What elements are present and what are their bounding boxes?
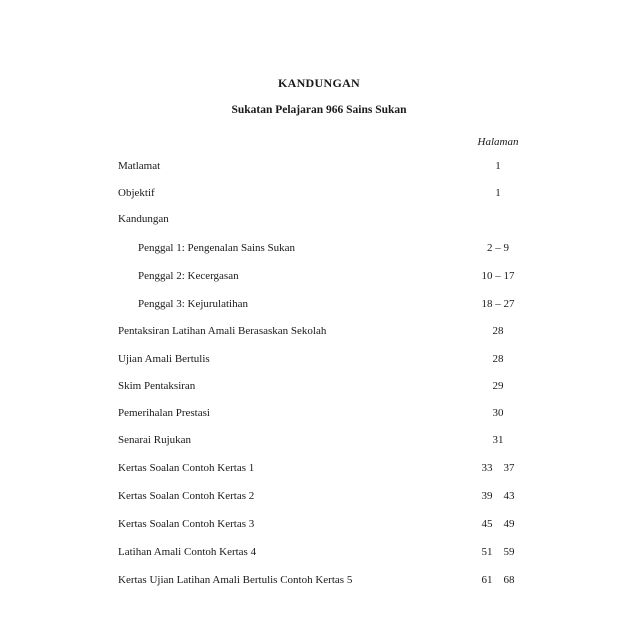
toc-row-penggal-1 (0, 242, 638, 258)
toc-label: Pentaksiran Latihan Amali Berasaskan Sekolah (118, 325, 327, 337)
toc-row-kertas-3 (0, 518, 638, 534)
toc-page: 18 – 27 (481, 298, 515, 310)
toc-label: Matlamat (118, 160, 161, 172)
toc-row-kandungan (0, 213, 638, 229)
toc-row-matlamat (0, 160, 638, 176)
document-title: KANDUNGAN (277, 76, 361, 90)
toc-page: 33 37 (481, 462, 515, 474)
toc-row-kertas-4 (0, 546, 638, 562)
toc-page: 30 (492, 407, 504, 419)
toc-label: Latihan Amali Contoh Kertas 4 (118, 546, 257, 558)
toc-label: Penggal 3: Kejurulatihan (138, 298, 248, 310)
page-column-header: Halaman (477, 136, 519, 148)
toc-page: 28 (492, 325, 504, 337)
toc-label: Kertas Soalan Contoh Kertas 3 (118, 518, 255, 530)
toc-page: 1 (495, 187, 501, 199)
toc-label: Senarai Rujukan (118, 434, 192, 446)
toc-label: Penggal 2: Kecergasan (138, 270, 239, 282)
toc-page: 2 – 9 (487, 242, 509, 254)
toc-row-kertas-2 (0, 490, 638, 506)
toc-row-skim-pentaksiran (0, 380, 638, 396)
toc-label: Objektif (118, 187, 155, 199)
toc-label: Kertas Soalan Contoh Kertas 1 (118, 462, 255, 474)
toc-page: 28 (492, 353, 504, 365)
toc-label: Pemerihalan Prestasi (118, 407, 210, 419)
toc-label: Kandungan (118, 213, 169, 225)
toc-row-pemerihalan-prestasi (0, 407, 638, 423)
toc-label: Ujian Amali Bertulis (118, 353, 210, 365)
toc-label: Kertas Soalan Contoh Kertas 2 (118, 490, 255, 502)
toc-page: 39 43 (481, 490, 515, 502)
toc-page: 1 (495, 160, 501, 172)
toc-page: 29 (492, 380, 504, 392)
toc-row-ujian-amali-bertulis (0, 353, 638, 369)
toc-label: Penggal 1: Pengenalan Sains Sukan (138, 242, 296, 254)
toc-row-kertas-5 (0, 574, 638, 590)
toc-row-kertas-1 (0, 462, 638, 478)
toc-row-senarai-rujukan (0, 434, 638, 450)
toc-row-objektif (0, 187, 638, 203)
toc-row-penggal-3 (0, 298, 638, 314)
document-subtitle: Sukatan Pelajaran 966 Sains Sukan (231, 104, 407, 116)
toc-label: Skim Pentaksiran (118, 380, 196, 392)
toc-row-penggal-2 (0, 270, 638, 286)
toc-page: 45 49 (481, 518, 515, 530)
toc-page: 51 59 (481, 546, 515, 558)
toc-row-pentaksiran-latihan-amali (0, 325, 638, 341)
toc-label: Kertas Ujian Latihan Amali Bertulis Contoh Kertas 5 (118, 574, 353, 586)
toc-page: 31 (492, 434, 504, 446)
toc-page: 10 – 17 (481, 270, 515, 282)
toc-page: 61 68 (481, 574, 515, 586)
